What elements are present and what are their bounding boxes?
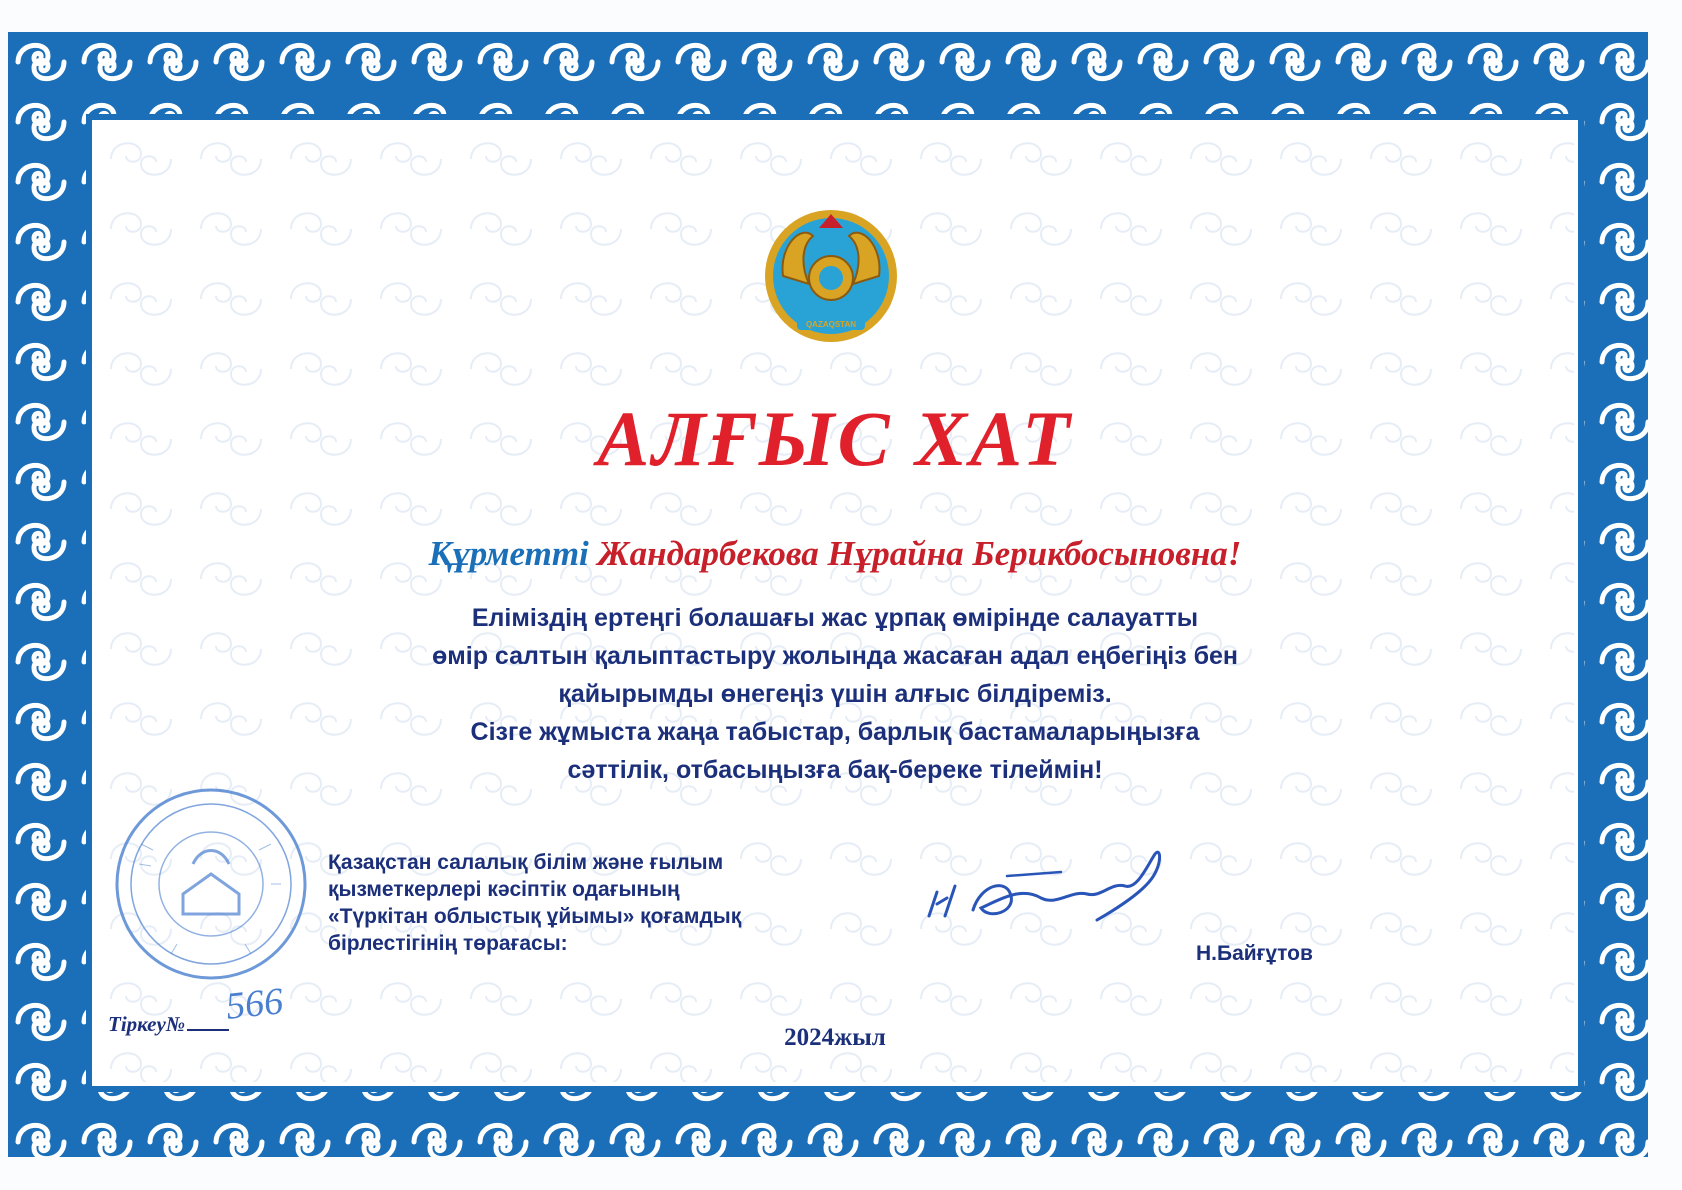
official-seal-icon: [111, 784, 311, 984]
state-emblem-icon: [761, 206, 901, 346]
message-line: өмір салтын қалыптастыру жолында жасаған адал еңбегіңіз бен: [431, 642, 1239, 670]
greeting-salutation: Құрметті: [428, 534, 589, 573]
handwritten-signature: [911, 836, 1181, 936]
signer-name: Н.Байғұтов: [1196, 942, 1313, 965]
certificate-content-area: [96, 124, 1574, 1082]
message-line: қайырымды өнегеңіз үшін алғыс білдіреміз.: [558, 680, 1112, 708]
ornamental-border: [8, 32, 1648, 1157]
organization-line: «Түркітан облыстық ұйымы» қоғамдық: [328, 905, 742, 928]
greeting-line: [96, 534, 1574, 574]
message-line: Сізге жұмыста жаңа табыстар, барлық бастамаларыңызға: [470, 718, 1200, 746]
gratitude-message: [96, 599, 1574, 789]
organization-line: қызметкерлері кәсіптік одағының: [328, 878, 680, 901]
recipient-name: Жандарбекова Нұрайна Берикбосыновна!: [597, 534, 1242, 573]
message-line: сәттілік, отбасыңызға бақ-береке тілеймін!: [567, 756, 1103, 784]
message-line: Еліміздің ертеңгі болашағы жас ұрпақ өмірінде салауатты: [471, 604, 1199, 632]
emblem-ribbon-text: QAZAQSTAN: [805, 320, 857, 329]
certificate-title: АЛҒЫС ХАТ: [597, 395, 1073, 482]
registration-number: 566: [223, 980, 286, 1028]
registration-label: Тіркеу№: [108, 1012, 186, 1036]
organization-line: бірлестігінің төрағасы:: [328, 932, 568, 955]
certificate-year: 2024жыл: [784, 1024, 886, 1051]
organization-block: [328, 849, 888, 957]
organization-line: Қазақстан салалық білім және ғылым: [328, 851, 724, 874]
